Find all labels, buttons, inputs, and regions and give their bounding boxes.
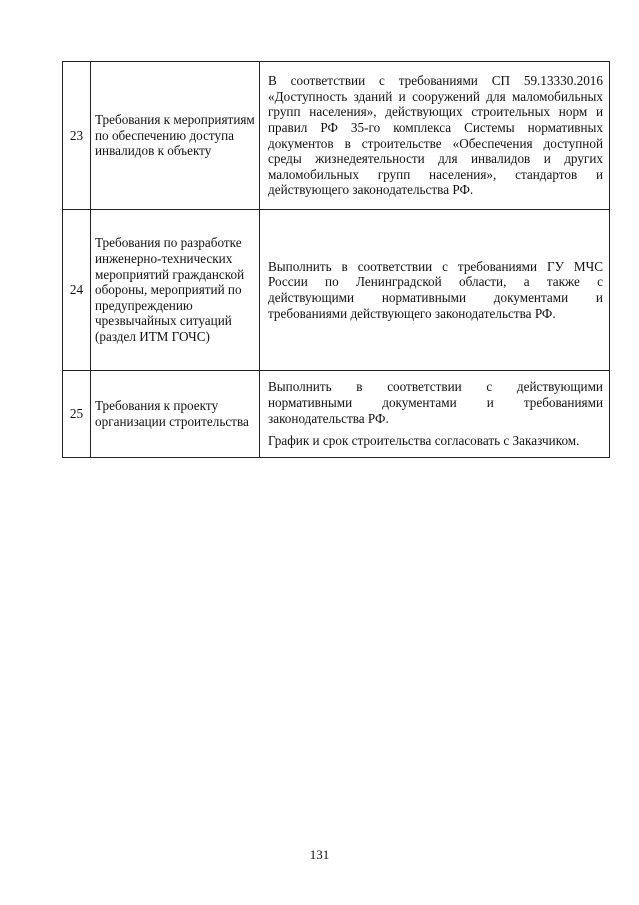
requirement-name-cell — [91, 210, 260, 371]
row-number: 24 — [63, 210, 91, 371]
requirement-description: Выполнить в соответствии с требованиями ГУ МЧС России по Ленинградской области, а также с действующими нормативными документами и требованиями действующего законодательства РФ. — [268, 258, 603, 321]
requirement-description: График и срок строительства согласовать с Заказчиком. — [268, 433, 580, 449]
requirement-description-cell — [260, 62, 610, 210]
page-number: 131 — [309, 847, 330, 862]
table-row — [63, 371, 610, 458]
row-number: 25 — [63, 371, 91, 458]
row-number: 23 — [63, 62, 91, 210]
requirement-description-cell — [260, 210, 610, 371]
table-row — [63, 62, 610, 210]
requirement-description: Выполнить в соответствии с действующими нормативными документами и требованиями законодательства РФ. — [268, 379, 603, 426]
requirement-name: Требования по разработке инженерно-технических мероприятий гражданской обороны, мероприятий по предупреждению чрезвычайных ситуаций (раздел ИТМ ГОЧС) — [95, 235, 245, 344]
requirement-name-cell — [91, 371, 260, 458]
requirement-name: Требования к проекту организации строительства — [95, 398, 249, 429]
table-row — [63, 210, 610, 371]
requirement-name-cell — [91, 62, 260, 210]
requirement-description: В соответствии с требованиями СП 59.13330.2016 «Доступность зданий и сооружений для маломобильных групп населения», действующих строительных норм и правил РФ 35-го комплекса Системы нормативных документов в строительстве «Обеспечения доступной среды жизнедеятельности для инвалидов и других маломобильных групп населения», стандартов и действующего законодательства РФ. — [268, 73, 603, 198]
requirement-name: Требования к мероприятиям по обеспечению доступа инвалидов к объекту — [95, 112, 255, 159]
requirement-description-cell — [260, 371, 610, 458]
requirements-table — [62, 61, 610, 458]
